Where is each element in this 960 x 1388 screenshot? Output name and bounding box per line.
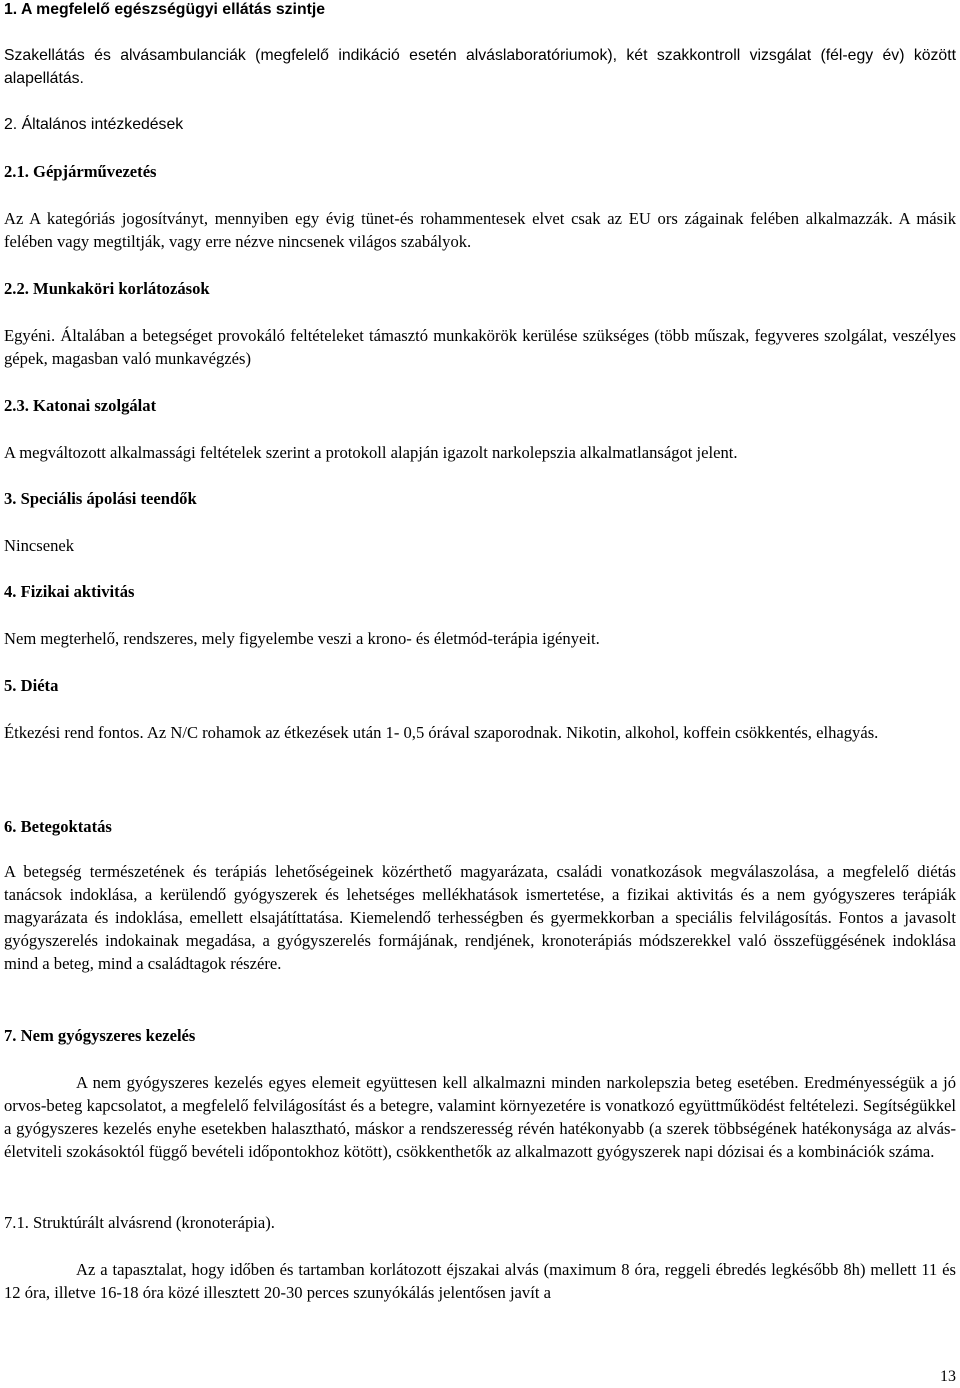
section-3-heading: 3. Speciális ápolási teendők [4,489,197,508]
section-7-1-heading: 7.1. Struktúrált alvásrend (kronoterápia). [4,1213,275,1232]
section-6-heading: 6. Betegoktatás [4,817,112,836]
section-7-heading: 7. Nem gyógyszeres kezelés [4,1026,196,1045]
section-1-text: Szakellátás és alvásambulanciák (megfelelő indikáció esetén alváslaboratóriumok), két szakkontroll vizsgálat (fél-egy év) között alapellátás. [4,47,956,87]
section-7-text: A nem gyógyszeres kezelés egyes elemeit együttesen kell alkalmazni minden narkolepszia beteg esetében. Eredményességük a jó orvos-beteg kapcsolatot, a megfelelő felvilágosítást és a betegre, valamint környezetére is vonatkozó együttműködést feltételezi. Segítségükkel a gyógyszeres kezelés enyhe esetekben halasztható, máskor a rendszeresség révén hatékonyabb (a szerek többségének hatékonysága az alvás-életviteli szokásoktól függő bevételi időpontokhoz kötött), csökkenthetők az alkalmazott gyógyszerek napi dózisai és a kombinációk száma. [4,1073,956,1161]
section-6-text: A betegség természetének és terápiás lehetőségeinek közérthető magyarázata, családi vonatkozások megválaszolása, a megfelelő diétás tanácsok indoklása, a kerülendő gyógyszerek és lehetséges mellékhatások ismertetése, a fizikai aktivitás és a nem gyógyszeres terápiák magyarázata és indoklása, emellett elsajátíttatása. Kiemelendő terhességben és gyermekkorban a speciális felvilágosítás. Fontos a javasolt gyógyszerelés indokainak megadása, a gyógyszerelés formájának, rendjének, kronoterápiás módszerekkel való összefüggésének indoklása mind a beteg, mind a családtagok részére. [4,862,956,973]
section-5-text: Étkezési rend fontos. Az N/C rohamok az étkezések után 1- 0,5 órával szaporodnak. Nikotin, alkohol, koffein csökkentés, elhagyás. [4,723,879,742]
section-4-heading: 4. Fizikai aktivitás [4,582,135,601]
section-4-text: Nem megterhelő, rendszeres, mely figyelembe veszi a krono- és életmód-terápia igényeit. [4,629,600,648]
section-7-1-text: Az a tapasztalat, hogy időben és tartamban korlátozott éjszakai alvás (maximum 8 óra, reggeli ébredés legkésőbb 8h) mellett 11 és 12 óra, illetve 16-18 óra közé illesztett 20-30 perces szunyókálás jelentősen javít a [4,1260,956,1302]
section-2-heading: 2. Általános intézkedések [4,116,184,133]
page-number: 13 [940,1368,956,1385]
section-2-2-heading: 2.2. Munkaköri korlátozások [4,279,210,298]
section-2-3-text: A megváltozott alkalmassági feltételek szerint a protokoll alapján igazolt narkolepszia alkalmatlanságot jelent. [4,443,738,462]
section-2-2-text: Egyéni. Általában a betegséget provokáló feltételeket támasztó munkakörök kerülése szükséges (több műszak, fegyveres szolgálat, veszélyes gépek, magasban való munkavégzés) [4,326,956,368]
section-2-3-heading: 2.3. Katonai szolgálat [4,396,157,415]
section-3-text: Nincsenek [4,536,75,555]
section-5-heading: 5. Diéta [4,676,59,695]
section-2-1-text: Az A kategóriás jogosítványt, mennyiben egy évig tünet-és rohammentesek elvet csak az EU ors zágainak felében alkalmazzák. A másik felében vagy megtiltják, vagy erre nézve nincsenek világos szabályok. [4,209,956,251]
section-2-1-heading: 2.1. Gépjárművezetés [4,162,157,181]
section-1-heading: 1. A megfelelő egészségügyi ellátás szintje [4,1,326,18]
